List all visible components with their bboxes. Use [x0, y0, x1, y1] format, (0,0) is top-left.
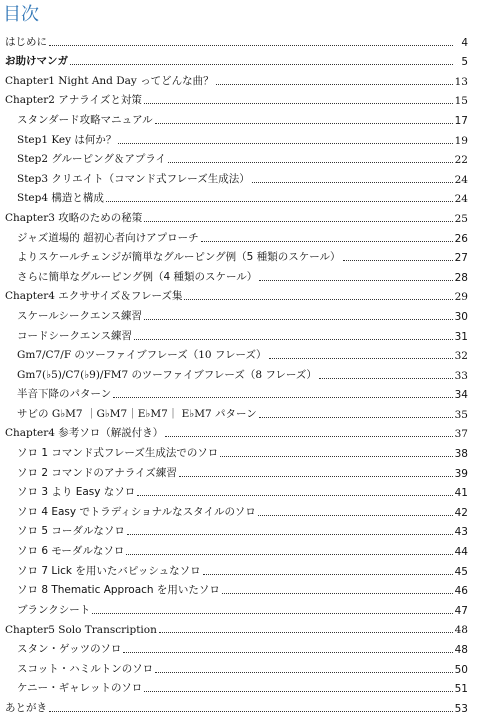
toc-entry-label: ブランクシート	[17, 603, 91, 616]
toc-entry[interactable]	[0, 363, 480, 383]
dot-leader	[144, 691, 453, 692]
toc-entry[interactable]	[0, 500, 480, 520]
toc-list	[0, 30, 480, 716]
toc-entry-label: Chapter1 Night And Day ってどんな曲？	[5, 74, 214, 87]
toc-entry-label: スタンダード攻略マニュアル	[17, 113, 153, 126]
dot-leader	[49, 711, 453, 712]
dot-leader	[252, 182, 453, 183]
toc-entry-label: ソロ 6 モーダルなソロ	[17, 545, 125, 558]
dot-leader	[201, 241, 453, 242]
toc-entry-page-number: 32	[454, 350, 468, 363]
toc-entry-label: Step3 クリエイト（コマンド式フレーズ生成法）	[17, 172, 250, 185]
toc-entry-page-number: 31	[454, 330, 468, 343]
toc-entry[interactable]	[0, 206, 480, 226]
toc-entry[interactable]	[0, 422, 480, 442]
dot-leader	[319, 378, 453, 379]
toc-entry-page-number: 27	[454, 252, 468, 265]
toc-entry-page-number: 53	[454, 702, 468, 715]
toc-entry-page-number: 24	[454, 173, 468, 186]
toc-entry-label: サビの G♭M7 ｜G♭M7｜E♭M7｜ E♭M7 パターン	[17, 407, 257, 420]
dot-leader	[92, 613, 453, 614]
dot-leader	[155, 672, 453, 673]
toc-entry[interactable]	[0, 108, 480, 128]
toc-entry[interactable]	[0, 324, 480, 344]
toc-entry-page-number: 50	[454, 663, 468, 676]
dot-leader	[49, 45, 453, 46]
toc-entry[interactable]	[0, 637, 480, 657]
dot-leader	[126, 554, 453, 555]
toc-entry[interactable]	[0, 696, 480, 716]
toc-entry-page-number: 39	[454, 467, 468, 480]
toc-entry-page-number: 28	[454, 271, 468, 284]
toc-entry-label: ソロ 2 コマンドのアナライズ練習	[17, 466, 177, 479]
toc-entry[interactable]	[0, 559, 480, 579]
toc-entry-page-number: 45	[454, 565, 468, 578]
toc-entry-label: Step1 Key は何か？	[17, 133, 117, 146]
toc-entry-page-number: 26	[454, 232, 468, 245]
dot-leader	[165, 436, 453, 437]
toc-entry-label: スケールシークエンス練習	[17, 309, 143, 322]
toc-entry-page-number: 38	[454, 448, 468, 461]
toc-entry-page-number: 5	[461, 56, 468, 69]
toc-entry-page-number: 33	[454, 369, 468, 382]
toc-entry-page-number: 29	[454, 291, 468, 304]
toc-entry-page-number: 37	[454, 428, 468, 441]
toc-entry-page-number: 13	[454, 75, 468, 88]
toc-entry[interactable]	[0, 265, 480, 285]
toc-entry-label: Chapter2 アナライズと対策	[5, 94, 142, 107]
toc-entry[interactable]	[0, 69, 480, 89]
dot-leader	[113, 397, 453, 398]
toc-entry-label: お助けマンガ	[5, 55, 68, 68]
toc-entry-page-number: 34	[454, 389, 468, 402]
toc-entry[interactable]	[0, 89, 480, 109]
toc-entry-page-number: 48	[454, 624, 468, 637]
toc-entry-page-number: 17	[454, 114, 468, 127]
toc-entry-label: スタン・ゲッツのソロ	[17, 643, 122, 655]
toc-entry-page-number: 44	[454, 546, 468, 559]
toc-entry[interactable]	[0, 481, 480, 501]
toc-title: 目次	[3, 4, 39, 25]
toc-entry-page-number: 51	[454, 683, 468, 696]
dot-leader	[259, 417, 453, 418]
toc-entry[interactable]	[0, 461, 480, 481]
toc-entry[interactable]	[0, 618, 480, 638]
toc-entry[interactable]	[0, 657, 480, 677]
toc-entry-label: ソロ 1 コマンド式フレーズ生成法でのソロ	[17, 447, 219, 460]
toc-entry[interactable]	[0, 285, 480, 305]
toc-entry[interactable]	[0, 579, 480, 599]
dot-leader	[137, 495, 453, 496]
toc-entry[interactable]	[0, 598, 480, 618]
toc-entry[interactable]	[0, 187, 480, 207]
dot-leader	[159, 632, 453, 633]
toc-entry-label: はじめに	[5, 35, 47, 48]
toc-entry[interactable]	[0, 246, 480, 266]
toc-entry-label: スコット・ハミルトンのソロ	[17, 662, 154, 675]
toc-entry-page-number: 4	[461, 36, 468, 49]
dot-leader	[127, 534, 453, 535]
toc-entry-page-number: 30	[454, 310, 468, 323]
toc-entry[interactable]	[0, 128, 480, 148]
dot-leader	[144, 221, 453, 222]
toc-entry-label: さらに簡単なグルーピング例（4 種類のスケール）	[17, 270, 258, 283]
dot-leader	[258, 515, 453, 516]
dot-leader	[106, 201, 453, 202]
toc-entry-label: Step2 グルーピング＆アプライ	[17, 153, 167, 166]
toc-entry[interactable]	[0, 520, 480, 540]
dot-leader	[144, 103, 453, 104]
toc-entry-label: コードシークエンス練習	[17, 329, 132, 342]
toc-entry-label: ソロ 7 Lick を用いたバピッシュなソロ	[17, 564, 201, 577]
toc-entry-label: Chapter3 攻略のための秘策	[5, 211, 143, 224]
toc-entry-label: Chapter4 参考ソロ（解説付き）	[5, 427, 164, 440]
toc-entry-page-number: 22	[454, 154, 468, 167]
toc-entry-page-number: 46	[454, 585, 468, 598]
toc-entry[interactable]	[0, 304, 480, 324]
toc-entry-label: ジャズ道場的 超初心者向けアプローチ	[17, 231, 199, 244]
dot-leader	[259, 280, 453, 281]
dot-leader	[179, 476, 453, 477]
toc-entry-label: あとがき	[5, 701, 47, 714]
toc-entry-page-number: 15	[454, 95, 468, 108]
toc-entry[interactable]	[0, 226, 480, 246]
dot-leader	[123, 652, 453, 653]
toc-entry[interactable]	[0, 148, 480, 168]
toc-entry-label: Step4 構造と構成	[17, 192, 104, 205]
dot-leader	[155, 123, 453, 124]
toc-entry[interactable]	[0, 441, 480, 461]
toc-entry-label: Gm7(♭5)/C7(♭9)/FM7 のツーファイブフレーズ（8 フレーズ）	[17, 368, 317, 381]
dot-leader	[216, 84, 453, 85]
toc-entry-page-number: 42	[454, 506, 468, 519]
toc-entry[interactable]	[0, 402, 480, 422]
toc-entry-page-number: 47	[454, 604, 468, 617]
dot-leader	[220, 456, 453, 457]
toc-entry-page-number: 35	[454, 408, 468, 421]
toc-entry-label: よりスケールチェンジが簡単なグルーピング例（5 種類のスケール）	[17, 251, 341, 264]
dot-leader	[203, 574, 453, 575]
toc-entry[interactable]	[0, 30, 480, 50]
toc-entry-page-number: 48	[454, 644, 468, 656]
dot-leader	[144, 319, 453, 320]
dot-leader	[222, 593, 453, 594]
toc-entry-page-number: 24	[454, 193, 468, 206]
toc-entry-label: 半音下降のパターン	[17, 388, 112, 401]
toc-entry-label: ソロ 4 Easy でトラディショナルなスタイルのソロ	[17, 505, 256, 518]
dot-leader	[269, 358, 454, 359]
toc-entry-page-number: 41	[454, 487, 468, 500]
toc-entry[interactable]	[0, 167, 480, 187]
toc-entry-page-number: 19	[454, 134, 468, 147]
toc-entry[interactable]	[0, 677, 480, 697]
dot-leader	[343, 260, 454, 261]
toc-entry-label: Gm7/C7/F のツーファイブフレーズ（10 フレーズ）	[17, 349, 267, 362]
toc-entry[interactable]	[0, 539, 480, 559]
dot-leader	[168, 162, 453, 163]
dot-leader	[184, 299, 453, 300]
toc-entry[interactable]	[0, 344, 480, 364]
toc-entry[interactable]	[0, 50, 480, 70]
toc-entry-page-number: 43	[454, 526, 468, 539]
toc-entry-label: ケニー・ギャレットのソロ	[17, 682, 143, 695]
toc-entry-label: ソロ 8 Thematic Approach を用いたソロ	[17, 584, 220, 597]
toc-entry-label: Chapter5 Solo Transcription	[5, 624, 157, 637]
toc-entry[interactable]	[0, 383, 480, 403]
toc-entry-label: ソロ 5 コーダルなソロ	[17, 525, 125, 538]
toc-entry-label: ソロ 3 より Easy なソロ	[17, 486, 136, 499]
dot-leader	[118, 143, 453, 144]
toc-entry-page-number: 25	[454, 212, 468, 225]
dot-leader	[70, 64, 453, 65]
dot-leader	[134, 339, 453, 340]
toc-entry-label: Chapter4 エクササイズ＆フレーズ集	[5, 290, 183, 303]
